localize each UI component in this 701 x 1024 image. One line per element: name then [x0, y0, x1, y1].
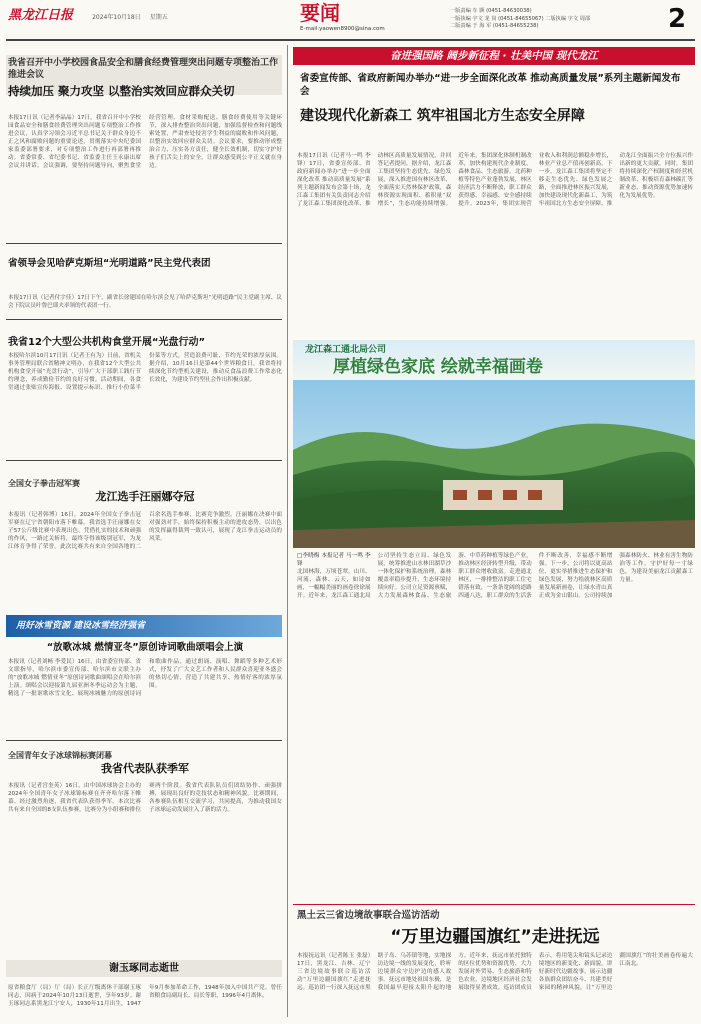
masthead-title: 黑龙江日报: [8, 8, 74, 23]
editor-line-3: 二版责编 于 海 军 (0451-84655238): [450, 23, 539, 29]
feature-headline: 厚植绿色家底 绘就幸福画卷: [333, 357, 543, 377]
left-article-1: [8, 57, 282, 99]
a1-kicker: 我省召开中小学校园食品安全和膳食经费管理突出问题专项整治工作推进会议: [8, 58, 279, 80]
a5-banner-text: 用好冰雪资源 建设冰雪经济强省: [16, 621, 146, 631]
feature-banner: [293, 340, 695, 380]
a6-header: [8, 750, 282, 776]
a7-headline: 谢玉琢同志逝世: [109, 963, 179, 974]
a5-body: 本报讯（记者刘畅 李爱民）16日，由省委宣传部、省文联指导，哈尔滨市委宣传部、哈尔滨市文联主办的“放歌冰城 燃情亚冬”原创诗词歌曲颂唱会在哈尔滨上演。颂唱会以迎接第九届亚洲冬季运动会为主题，精选了一批讴歌冰雪文化、展现冰城魅力的原创诗词和歌曲作品，通过朗诵、演唱、舞蹈等多种艺术形式，抒发了广大文艺工作者和人民群众喜迎亚冬盛会的热切心情，营造了共建共享、热情好客的浓厚氛围。: [8, 659, 282, 697]
forest-photo: [293, 380, 695, 548]
a2-headline: 省领导会见哈萨克斯坦“光明道路”民主党代表团: [8, 258, 211, 269]
a4-headline: 龙江选手汪丽娜夺冠: [95, 490, 195, 503]
top-headline: 建设现代化新森工 筑牢祖国北方生态安全屏障: [300, 108, 585, 124]
feature-kicker: 龙江森工通北局公司: [305, 345, 387, 355]
bottom-headline: “万里边疆国旗红”走进抚远: [390, 927, 600, 947]
a4-kicker: 全国女子拳击冠军赛: [8, 479, 80, 488]
issue-weekday: 星期五: [149, 14, 168, 21]
a3-headline: 我省12个大型公共机构食堂开展“光盘行动”: [8, 337, 206, 348]
left-rule-4: [6, 740, 282, 741]
series-banner: 奋进强国路 阔步新征程 · 壮美中国 现代龙江: [293, 47, 695, 65]
top-article-header: [300, 72, 688, 126]
a7-body: 原省粮食厅（局）厅（局）长正厅级离休干部谢玉琢同志，因病于2024年10月13日逝世，享年93岁。谢玉琢同志系黑龙江宁安人，1930年11月出生，1947年9月参加革命工作，1948年加入中国共产党。曾任省粮食局副局长、局长等职，1996年4月离休。: [8, 985, 282, 1007]
top-kicker: 省委宣传部、省政府新闻办举办“进一步全面深化改革 推动高质量发展”系列主题新闻发布会: [300, 73, 681, 97]
bottom-article-header: [297, 909, 693, 948]
editor-line-1: 一版责编 车 颢 (0451-84630038): [450, 8, 532, 14]
editor-credits: [450, 8, 650, 31]
section-name: 要闻: [300, 1, 340, 25]
a5-banner: [6, 615, 282, 637]
forest-photo-illustration: [293, 380, 695, 548]
masthead: [8, 4, 268, 26]
a5-headline: “放歌冰城 燃情亚冬”原创诗词歌曲颂唱会上演: [46, 642, 244, 653]
a2-body: 本报17日讯（记者付宇佳）17日下午，副省长徐建国在哈尔滨会见了哈萨克斯坦“光明道路”民主党副主席、议会下院议员叶鲁巴耶夫率领的代表团一行。: [8, 295, 282, 309]
left-rule-2: [6, 319, 282, 320]
column-divider: [287, 45, 288, 1017]
top-body: 本报17日讯（记者马一鸣 李锋）17日，省委宣传部、省政府新闻办举办“进一步全面深化改革 推动高质量发展”系列主题新闻发布会第十场，龙江森工集团有关负责同志介绍了龙江森工集团深化改革、推动林区高质量发展情况，并回答记者提问。据介绍，龙江森工集团坚持生态优先、绿色发展，深入推进国有林区改革，全面落实天然林保护政策，森林资源实现面积、蓄积量“双增长”，生态功能持续增强。近年来，集团深化体制机制改革，加快构建现代企业制度，森林食品、生态旅游、北药种植等特色产业蓬勃发展，林区经济活力不断释放，职工群众获得感、幸福感、安全感持续提升。2023年，集团实现营业收入和利润总额稳步增长，林业产业总产值再创新高。下一步，龙江森工集团将坚定不移走生态优先、绿色发展之路，全面推进林区振兴发展，加快建设现代化新森工，为筑牢祖国北方生态安全屏障、推动龙江全面振兴全方位振兴作出新的更大贡献。同时，集团将持续深化产权制度和经营机制改革，积极培育森林碳汇等新业态，推动资源优势加速转化为发展优势。: [297, 153, 693, 207]
bottom-kicker: 黑土云三省边境故事联合巡访活动: [297, 910, 440, 921]
left-rule-1: [6, 243, 282, 244]
a6-kicker: 全国青年女子冰球锦标赛闭幕: [8, 751, 112, 760]
feature-body-text: 北国林海，万顷苍翠。山川、河流、森林、云天，如诗如画，一幅幅美丽的画卷徐徐展开。近年来，龙江森工通北局公司坚持生态立局、绿色发展，统筹推进山水林田湖草沙一体化保护和系统治理，森林覆盖率稳步提升，生态环境持续向好。公司立足资源禀赋，大力发展森林食品、生态旅游、中草药种植等绿色产业，推动林区经济转型升级，带动职工群众增收致富。走进通北林区，一排排整洁的职工住宅错落有致，一条条宽阔的道路四通八达，职工群众的生活条件不断改善，幸福感不断增强。下一步，公司将以更高站位、更实举措推进生态保护和绿色发展，努力绘就林区高质量发展新画卷，让绿水青山真正成为金山银山。公司持续加强森林防火、林业有害生物防治等工作，守护好每一寸绿色，为建设美丽龙江贡献森工力量。: [297, 553, 693, 599]
a4-header: [8, 478, 282, 504]
bottom-body: 本报抚远讯（记者陈玉 张磊）17日，黑龙江、吉林、辽宁三省边境故事联合巡访活动“万里边疆国旗红”走进抚远。巡访团一行深入抚远市黑瞎子岛、乌苏镇等地，实地探访边境一线的发展变化，聆听边境群众守边护边的感人故事。抚远市地处祖国东极，是我国最早迎接太阳升起的地方。近年来，抚远市依托独特的区位优势和资源优势，大力发展对外贸易、生态旅游和特色农业，边境地区经济社会发展取得显著成效。巡访团成员表示，将用笔尖和镜头记录边境地区的新变化、新面貌，讲好新时代边疆故事，展示边疆各族群众团结奋斗、共建美好家园的精神风貌，让“万里边疆国旗红”的壮美画卷传遍大江南北。: [297, 953, 693, 991]
section-email: E-mail:yaowen8900@sina.com: [300, 26, 385, 32]
a1-headline: 持续加压 聚力攻坚 以整治实效回应群众关切: [8, 84, 235, 98]
editor-line-2: 一版执编 宇文 龙 岗 (0451-84655067) 二版执编 宇文 周邵: [450, 15, 591, 22]
feature-body: [297, 552, 693, 900]
a6-headline: 我省代表队获季军: [101, 762, 189, 775]
a4-body: 本报讯（记者韩博）16日，2024年全国女子拳击冠军赛在辽宁省朝阳市落下帷幕。我省选手汪丽娜在女子57公斤级比赛中表现出色，凭借扎实的技术和顽强的作风，一路过关斩将，最终夺得该级别冠军，为龙江体育争得了荣誉。此次比赛共有来自全国各地的二百余名选手参赛，比赛竞争激烈。汪丽娜在决赛中面对强劲对手，始终保持积极主动的进攻态势，以出色的发挥赢得裁判一致认可，展现了龙江拳击运动员的风采。: [8, 512, 282, 550]
a6-body: 本报讯（记者宫奎英）16日，由中国冰球协会主办的2024年全国青年女子冰球锦标赛在齐齐哈尔落下帷幕。经过激烈角逐，我省代表队获得季军。本次比赛共有来自全国的8支队伍参赛，比赛分为小组赛和排位赛两个阶段。我省代表队队员们团结协作、顽强拼搏，展现出良好的竞技状态和精神风貌。比赛期间，各参赛队伍相互交流学习，共同提高，为推动我国女子冰球运动发展注入了新的活力。: [8, 783, 282, 813]
a3-body: 本报哈尔滨10月17日讯（记者王有为）日前，省机关事务管理局联合省精神文明办，在我省12个大型公共机构食堂开展“光盘行动”，引导广大干部职工践行节约理念，养成勤俭节约的良好习惯。活动期间，各食堂通过张贴宣传海报、设置提示标识、推行小份菜半份菜等方式，营造浪费可耻、节约光荣的浓厚氛围。据介绍，10月16日是第44个世界粮食日，我省将持续深化节约型机关建设，推动反食品浪费工作常态化长效化，为建设节约型社会作出积极贡献。: [8, 353, 282, 391]
issue-date: 2024年10月18日: [92, 14, 141, 21]
page-number: 2: [668, 4, 687, 34]
feature-photo-caption: □李晓梅 本报记者 马一鸣 李锋: [297, 553, 371, 567]
a1-body: 本报17日讯（记者李晶晶）17日，我省召开中小学校园食品安全和膳食经费管理突出问题专项整治工作推进会议，认真学习领会习近平总书记关于群众身边不正之风和腐败问题的重要论述，贯彻落实中央纪委国家监委部署要求，对专项整治工作进行再部署再推动。省委常委、省纪委书记、省监委主任王永康出席会议并讲话。会议强调，要坚持问题导向，聚焦食堂经营管理、食材采购配送、膳食经费使用等关键环节，深入排查整治突出问题，加强监督检查和问题线索处置，严肃查处侵害学生利益的腐败和作风问题，以整治实效回应群众关切。会议要求，要推动形成整治合力，压实各方责任，健全长效机制，切实守护好孩子们舌尖上的安全，让群众感受到公平正义就在身边。: [8, 115, 282, 169]
header-rule: [6, 39, 695, 41]
section-title: [300, 2, 390, 36]
left-rule-3: [6, 460, 282, 461]
bottom-rule-red: [293, 904, 695, 905]
